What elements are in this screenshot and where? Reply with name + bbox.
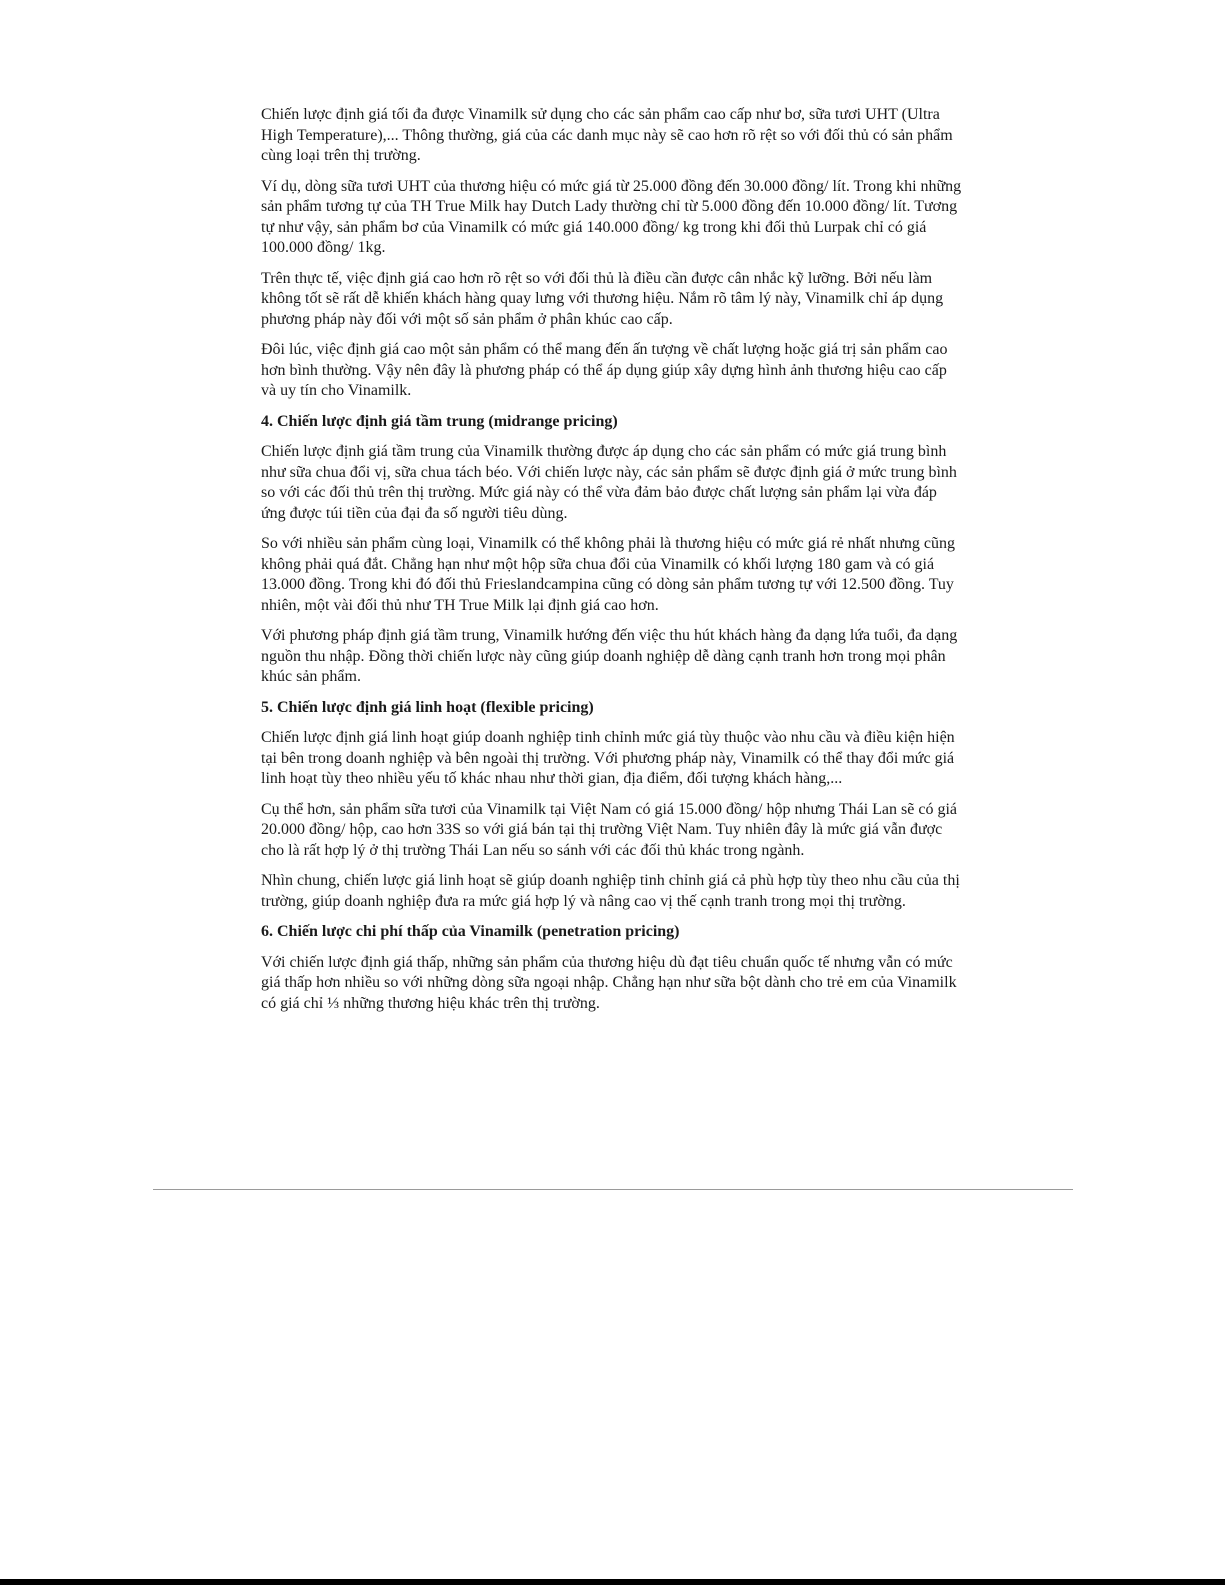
paragraph-flexible-intro: Chiến lược định giá linh hoạt giúp doanh nghiệp tinh chỉnh mức giá tùy thuộc vào nhu cầu và điều kiện hiện tại bên trong doanh nghiệp và bên ngoài thị trường. Với phương pháp này, Vinamilk có thể thay đổi mức giá linh hoạt tùy theo nhiều yếu tố khác nhau như thời gian, địa điểm, đối tượng khách hàng,... bbox=[261, 729, 955, 787]
paragraph-midrange-intro: Chiến lược định giá tầm trung của Vinamilk thường được áp dụng cho các sản phẩm có mức giá trung bình như sữa chua đổi vị, sữa chua tách béo. Với chiến lược này, các sản phẩm sẽ được định giá ở mức trung bình so với các đối thủ trên thị trường. Mức giá này có thể vừa đảm bảo được chất lượng sản phẩm lại vừa đáp ứng được túi tiền của đại đa số người tiêu dùng. bbox=[261, 443, 957, 522]
paragraph-premium-pricing-example: Ví dụ, dòng sữa tươi UHT của thương hiệu có mức giá từ 25.000 đồng đến 30.000 đồng/ lít. Trong khi những sản phẩm tương tự của TH True Milk hay Dutch Lady thường chỉ từ 5.000 đồng đến 10.000 đồng/ lít. Tương tự như vậy, sản phẩm bơ của Vinamilk có mức giá 140.000 đồng/ kg trong khi đối thủ Lurpak chỉ có giá 100.000 đồng/ 1kg. bbox=[261, 177, 962, 256]
paragraph-premium-pricing-intro: Chiến lược định giá tối đa được Vinamilk sử dụng cho các sản phẩm cao cấp như bơ, sữa tươi UHT (Ultra High Temperature),... Thông thường, giá của các danh mục này sẽ cao hơn rõ rệt so với đối thủ có sản phẩm cùng loại trên thị trường. bbox=[261, 106, 953, 164]
paragraph-flexible-summary: Nhìn chung, chiến lược giá linh hoạt sẽ giúp doanh nghiệp tinh chỉnh giá cả phù hợp tùy theo nhu cầu của thị trường, giúp doanh nghiệp đưa ra mức giá hợp lý và nâng cao vị thế cạnh tranh trong mọi thị trường. bbox=[261, 872, 960, 910]
page-divider bbox=[153, 1189, 1073, 1190]
paragraph-midrange-benefit: Với phương pháp định giá tầm trung, Vinamilk hướng đến việc thu hút khách hàng đa dạng lứa tuổi, đa dạng nguồn thu nhập. Đồng thời chiến lược này cũng giúp doanh nghiệp dễ dàng cạnh tranh hơn trong mọi phân khúc sản phẩm. bbox=[261, 627, 958, 685]
document-body bbox=[261, 105, 964, 1024]
paragraph-premium-pricing-caution: Trên thực tế, việc định giá cao hơn rõ rệt so với đối thủ là điều cần được cân nhắc kỹ lưỡng. Bởi nếu làm không tốt sẽ rất dễ khiến khách hàng quay lưng với thương hiệu. Nắm rõ tâm lý này, Vinamilk chỉ áp dụng phương pháp này đối với một số sản phẩm ở phân khúc cao cấp. bbox=[261, 269, 944, 328]
paragraph-premium-pricing-benefit: Đôi lúc, việc định giá cao một sản phẩm có thể mang đến ấn tượng về chất lượng hoặc giá trị sản phẩm cao hơn bình thường. Vậy nên đây là phương pháp có thể áp dụng giúp xây dựng hình ảnh thương hiệu cao cấp và uy tín cho Vinamilk. bbox=[261, 341, 948, 399]
heading-penetration-pricing: 6. Chiến lược chi phí thấp của Vinamilk (penetration pricing) bbox=[261, 923, 680, 940]
page-bottom-edge bbox=[0, 1579, 1225, 1585]
paragraph-flexible-example: Cụ thể hơn, sản phẩm sữa tươi của Vinamilk tại Việt Nam có giá 15.000 đồng/ hộp nhưng Thái Lan sẽ có giá 20.000 đồng/ hộp, cao hơn 33S so với giá bán tại thị trường Việt Nam. Tuy nhiên đây là mức giá vẫn được cho là rất hợp lý ở thị trường Thái Lan nếu so sánh với các đối thủ khác trong ngành. bbox=[261, 800, 958, 859]
heading-flexible-pricing: 5. Chiến lược định giá linh hoạt (flexible pricing) bbox=[261, 698, 594, 716]
paragraph-midrange-example: So với nhiều sản phẩm cùng loại, Vinamilk có thể không phải là thương hiệu có mức giá rẻ nhất nhưng cũng không phải quá đắt. Chẳng hạn như một hộp sữa chua đổi của Vinamilk có khối lượng 180 gam và có giá 13.000 đồng. Trong khi đó đối thủ Frieslandcampina cũng có dòng sản phẩm tương tự với 12.500 đồng. Tuy nhiên, một vài đối thủ như TH True Milk lại định giá cao hơn. bbox=[261, 535, 955, 614]
paragraph-penetration-intro: Với chiến lược định giá thấp, những sản phẩm của thương hiệu dù đạt tiêu chuẩn quốc tế nhưng vẫn có mức giá thấp hơn nhiều so với những dòng sữa ngoại nhập. Chẳng hạn như sữa bột dành cho trẻ em của Vinamilk có giá chỉ ⅓ những thương hiệu khác trên thị trường. bbox=[261, 953, 957, 1012]
heading-midrange-pricing: 4. Chiến lược định giá tầm trung (midrange pricing) bbox=[261, 412, 618, 430]
